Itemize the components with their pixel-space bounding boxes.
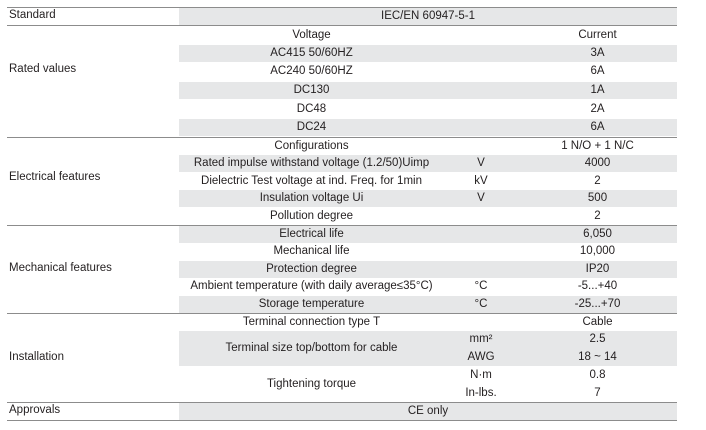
param-cell: Ambient temperature (with daily average≤35°C) — [190, 280, 433, 292]
rated-header-row — [179, 27, 677, 44]
standard-section — [7, 7, 677, 25]
rated-row — [179, 82, 677, 99]
unit-cell: In-lbs. — [465, 387, 497, 399]
unit-cell: V — [477, 157, 485, 169]
param-cell: Insulation voltage Ui — [259, 192, 364, 204]
electrical-label: Electrical features — [9, 171, 101, 183]
spec-table — [7, 7, 677, 421]
value-cell: 500 — [587, 192, 608, 204]
terminal-size-block — [179, 331, 677, 366]
electrical-row — [179, 138, 677, 155]
value-cell: 6,050 — [583, 228, 612, 240]
value-cell: -25...+70 — [574, 298, 621, 310]
torque-block — [179, 367, 677, 402]
current-cell: 3A — [590, 47, 605, 59]
value-cell: 2 — [594, 175, 601, 187]
mechanical-row — [179, 278, 677, 295]
current-cell: 6A — [590, 121, 605, 133]
mechanical-row — [179, 296, 677, 313]
param-cell: Pollution degree — [269, 210, 354, 222]
value-cell: 2 — [594, 210, 601, 222]
mechanical-row — [179, 243, 677, 260]
approvals-section — [7, 402, 677, 421]
unit-cell: V — [477, 192, 485, 204]
value-cell: 10,000 — [579, 245, 616, 257]
value-cell: 1 N/O + 1 N/C — [561, 140, 634, 152]
param-cell: Terminal connection type T — [242, 316, 381, 328]
value-cell: IP20 — [585, 263, 610, 275]
param-cell: Storage temperature — [258, 298, 365, 310]
param-cell: Dielectric Test voltage at ind. Freq. for 1min — [201, 175, 422, 187]
rated-values-label: Rated values — [9, 63, 77, 75]
current-cell: 1A — [590, 84, 605, 96]
current-cell: 2A — [590, 103, 605, 115]
unit-cell: AWG — [467, 351, 495, 363]
current-header: Current — [578, 29, 617, 41]
approvals-value: CE only — [179, 403, 677, 420]
value-cell: Cable — [582, 316, 613, 328]
installation-section — [7, 313, 677, 402]
unit-cell: mm² — [469, 333, 493, 345]
param-cell: Electrical life — [279, 228, 344, 240]
param-cell: Mechanical life — [273, 245, 350, 257]
value-cell: 0.8 — [589, 369, 606, 381]
voltage-cell: AC415 50/60HZ — [270, 47, 353, 59]
mechanical-row — [179, 261, 677, 278]
rated-row — [179, 45, 677, 62]
electrical-row — [179, 190, 677, 207]
voltage-cell: DC48 — [296, 103, 327, 115]
value-cell: 18 ~ 14 — [578, 351, 617, 363]
installation-row — [179, 314, 677, 331]
mechanical-section — [7, 225, 677, 313]
unit-cell: kV — [474, 175, 488, 187]
approvals-label: Approvals — [9, 404, 61, 416]
rated-row — [179, 119, 677, 136]
standard-label: Standard — [9, 9, 56, 21]
value-cell: 2.5 — [589, 333, 606, 345]
param-cell: Rated impulse withstand voltage (1.2/50)Uimp — [193, 157, 430, 169]
rated-row — [179, 101, 677, 118]
param-cell: Terminal size top/bottom for cable — [225, 342, 398, 354]
param-cell: Configurations — [274, 140, 349, 152]
voltage-header: Voltage — [292, 29, 331, 41]
param-cell: Protection degree — [266, 263, 357, 275]
value-cell: 4000 — [584, 157, 611, 169]
electrical-row — [179, 173, 677, 190]
rated-row — [179, 63, 677, 80]
rated-values-section — [7, 25, 677, 137]
unit-cell: °C — [474, 280, 488, 292]
electrical-row — [179, 208, 677, 225]
mechanical-label: Mechanical features — [9, 262, 112, 274]
param-cell: Tightening torque — [266, 378, 357, 390]
unit-cell: °C — [474, 298, 488, 310]
electrical-row — [179, 155, 677, 172]
voltage-cell: DC130 — [293, 84, 330, 96]
standard-value: IEC/EN 60947-5-1 — [179, 8, 677, 25]
installation-label: Installation — [9, 351, 64, 363]
unit-cell: N·m — [470, 369, 492, 381]
voltage-cell: AC240 50/60HZ — [270, 65, 353, 77]
voltage-cell: DC24 — [296, 121, 327, 133]
value-cell: -5...+40 — [577, 280, 618, 292]
value-cell: 7 — [594, 387, 601, 399]
current-cell: 6A — [590, 65, 605, 77]
electrical-section — [7, 137, 677, 225]
mechanical-row — [179, 226, 677, 243]
